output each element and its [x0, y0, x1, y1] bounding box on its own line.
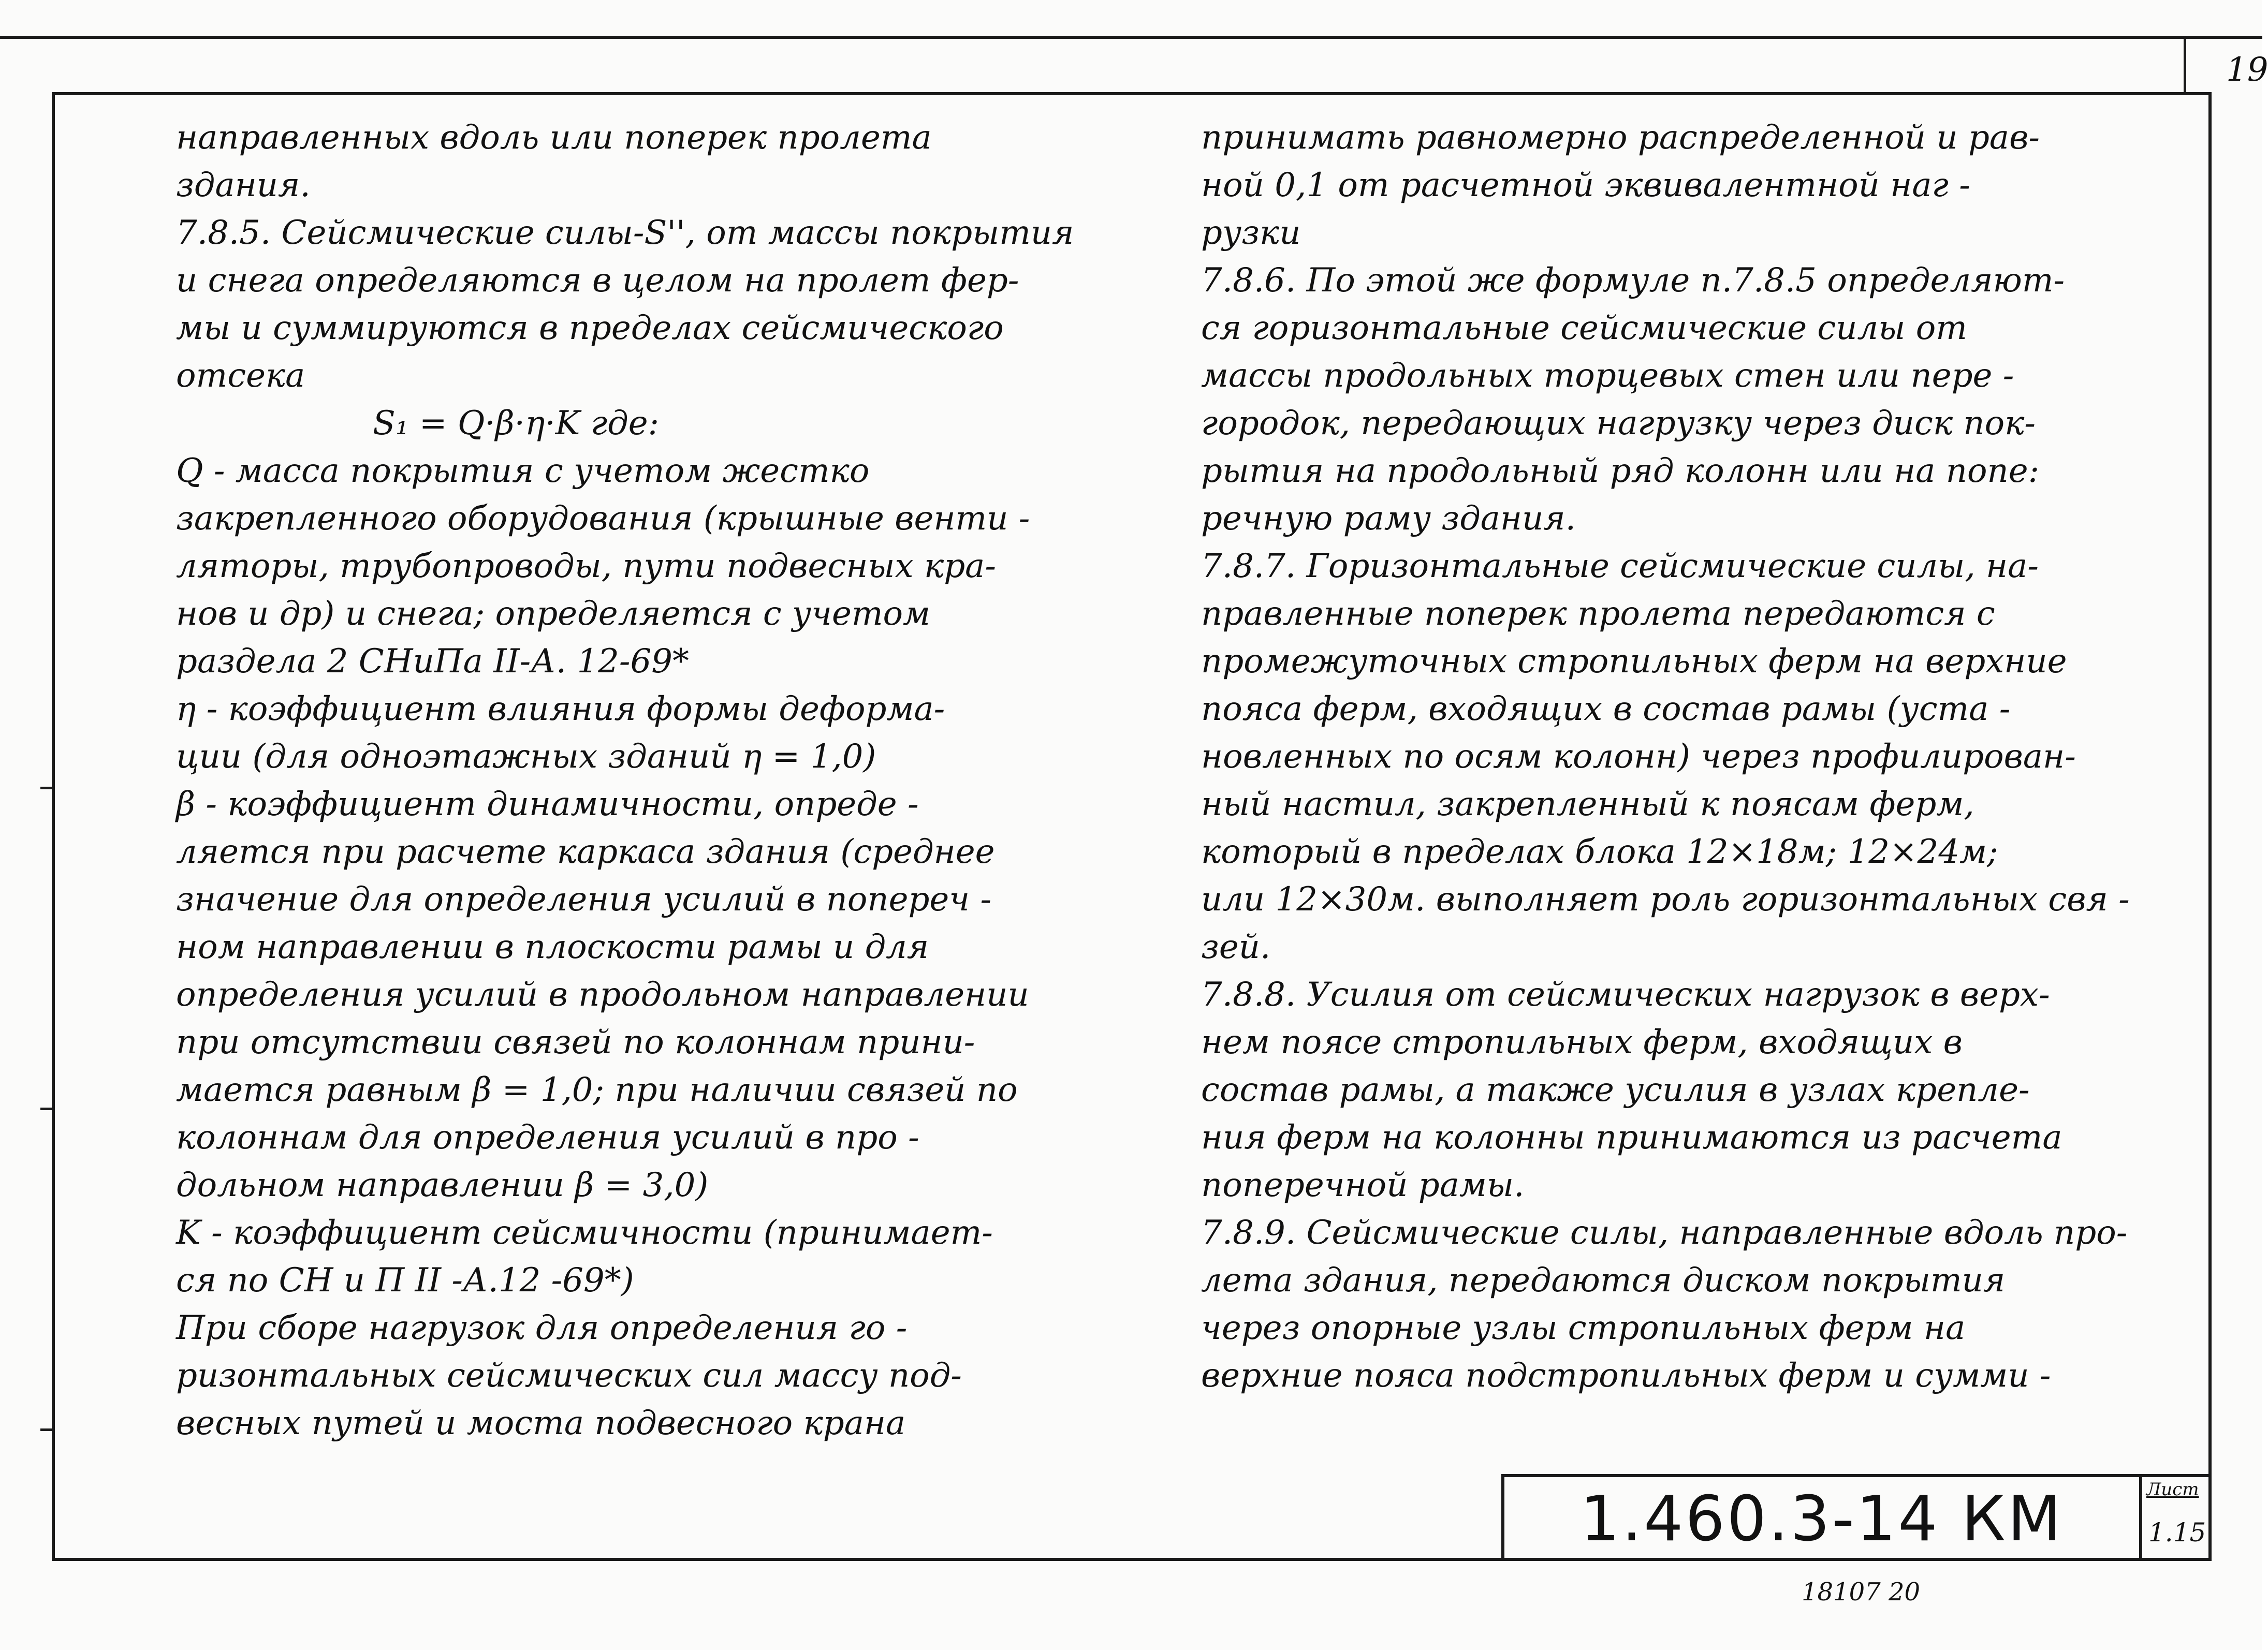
text-line: принимать равномерно распределенной и рав- — [1201, 119, 2040, 157]
text-line: весных путей и моста подвесного крана — [176, 1404, 906, 1442]
text-line: ции (для одноэтажных зданий η = 1,0) — [176, 738, 876, 776]
text-line: лета здания, передаются диском покрытия — [1201, 1261, 2006, 1300]
text-line: речную раму здания. — [1201, 499, 1576, 538]
text-line: колоннам для определения усилий в про - — [176, 1118, 919, 1157]
text-line: η - коэффициент влияния формы деформа- — [176, 690, 945, 728]
text-line: ся горизонтальные сейсмические силы от — [1201, 309, 1967, 347]
text-line: 7.8.6. По этой же формуле п.7.8.5 определяют- — [1201, 261, 2065, 300]
text-line: который в пределах блока 12×18м; 12×24м; — [1201, 833, 1998, 871]
text-line: рытия на продольный ряд колонн или на попе: — [1201, 452, 2040, 490]
text-line: или 12×30м. выполняет роль горизонтальных свя - — [1201, 880, 2130, 919]
text-line: мается равным β = 1,0; при наличии связей по — [176, 1071, 1018, 1109]
text-line: состав рамы, а также усилия в узлах крепле- — [1201, 1071, 2030, 1109]
top-rule — [0, 36, 2262, 39]
text-line: дольном направлении β = 3,0) — [176, 1166, 709, 1204]
text-line: 7.8.8. Усилия от сейсмических нагрузок в верх- — [1201, 976, 2050, 1014]
text-line: нов и др) и снега; определяется с учетом — [176, 595, 931, 633]
text-line: нем поясе стропильных ферм, входящих в — [1201, 1023, 1963, 1062]
binding-mark — [40, 1108, 52, 1110]
text-line: поперечной рамы. — [1201, 1166, 1525, 1204]
text-line: отсека — [176, 357, 305, 395]
text-line: ризонтальных сейсмических сил массу под- — [176, 1357, 962, 1395]
text-line: пояса ферм, входящих в состав рамы (уста - — [1201, 690, 2011, 728]
text-line: городок, передающих нагрузку через диск пок- — [1201, 404, 2036, 443]
text-line: K - коэффициент сейсмичности (принимает- — [176, 1214, 993, 1252]
text-line: значение для определения усилий в попереч - — [176, 880, 992, 919]
page-number-divider — [2184, 36, 2186, 93]
binding-mark — [40, 787, 52, 789]
text-line: 7.8.7. Горизонтальные сейсмические силы, на- — [1201, 547, 2039, 585]
text-line: Q - масса покрытия с учетом жестко — [176, 452, 870, 490]
text-line: ния ферм на колонны принимаются из расчета — [1201, 1118, 2062, 1157]
text-line: раздела 2 СНиПа II-А. 12-69* — [176, 642, 689, 681]
text-line: закрепленного оборудования (крышные венти - — [176, 499, 1030, 538]
right-text-column — [1201, 114, 2185, 1399]
left-text-column — [176, 114, 1160, 1447]
text-line: через опорные узлы стропильных ферм на — [1201, 1309, 1966, 1347]
text-line: направленных вдоль или поперек пролета — [176, 119, 932, 157]
text-line: ной 0,1 от расчетной эквивалентной наг - — [1201, 166, 1970, 204]
text-line: правленные поперек пролета передаются с — [1201, 595, 1995, 633]
text-line: и снега определяются в целом на пролет фер- — [176, 261, 1019, 300]
text-line: β - коэффициент динамичности, опреде - — [176, 785, 919, 823]
sheet-number-box — [2139, 1474, 2212, 1561]
text-line: 7.8.5. Сейсмические силы-S'', от массы покрытия — [176, 214, 1074, 252]
text-line: ся по СН и П II -А.12 -69*) — [176, 1261, 634, 1300]
archive-number: 18107 20 — [1802, 1578, 1921, 1607]
text-line: 7.8.9. Сейсмические силы, направленные вдоль про- — [1201, 1214, 2128, 1252]
text-line: верхние пояса подстропильных ферм и сумми - — [1201, 1357, 2051, 1395]
text-line: массы продольных торцевых стен или пере - — [1201, 357, 2014, 395]
text-line: зей. — [1201, 928, 1271, 966]
text-line: ный настил, закрепленный к поясам ферм, — [1201, 785, 1974, 823]
text-line: определения усилий в продольном направлении — [176, 976, 1029, 1014]
text-line: ном направлении в плоскости рамы и для — [176, 928, 929, 966]
text-line: рузки — [1201, 214, 1301, 252]
binding-mark — [40, 1428, 52, 1431]
text-line: ляторы, трубопроводы, пути подвесных кра- — [176, 547, 996, 585]
sheet-label: Лист — [2146, 1479, 2199, 1500]
page-number: 19 — [2226, 51, 2268, 89]
text-line: новленных по осям колонн) через профилирован- — [1201, 738, 2076, 776]
document-designation: 1.460.3-14 КМ — [1501, 1474, 2139, 1561]
text-line: при отсутствии связей по колоннам прини- — [176, 1023, 975, 1062]
text-line: здания. — [176, 166, 311, 204]
sheet-number: 1.15 — [2148, 1518, 2206, 1548]
text-line: промежуточных стропильных ферм на верхние — [1201, 642, 2067, 681]
text-line: При сборе нагрузок для определения го - — [176, 1309, 908, 1347]
text-line: ляется при расчете каркаса здания (среднее — [176, 833, 995, 871]
formula-line: S₁ = Q·β·η·K где: — [373, 404, 660, 443]
text-line: мы и суммируются в пределах сейсмического — [176, 309, 1004, 347]
